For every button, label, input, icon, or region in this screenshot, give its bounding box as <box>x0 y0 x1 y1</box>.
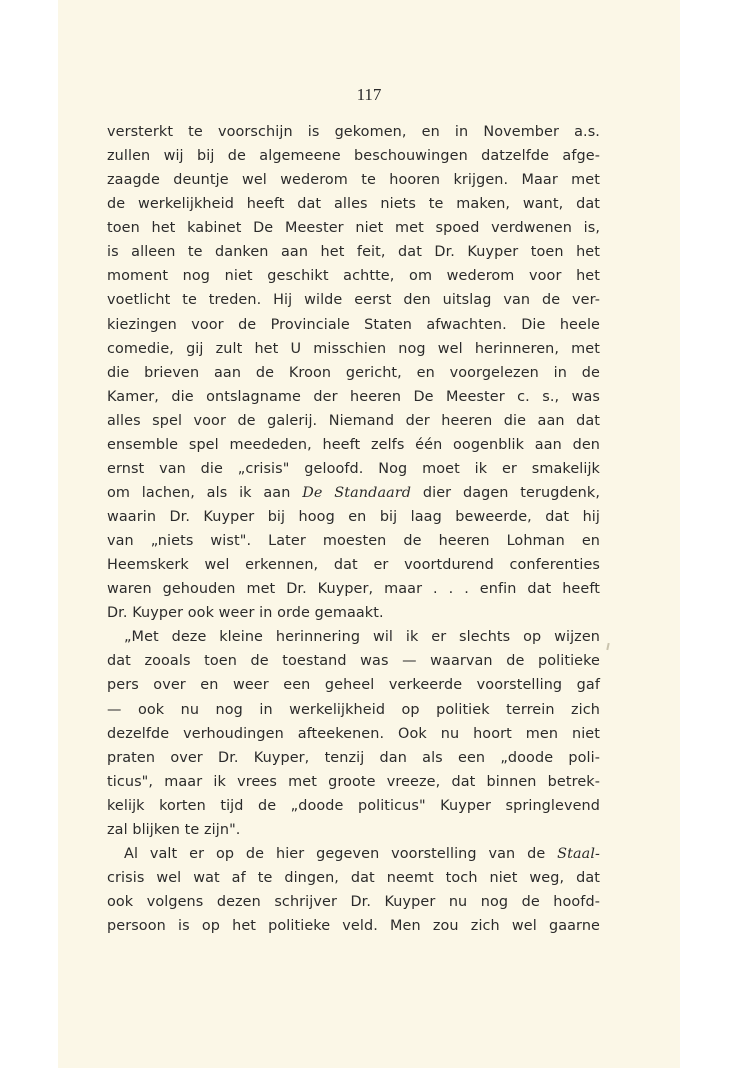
text-line: moment nog niet geschikt achtte, om wederom voor het <box>107 268 600 285</box>
text-line: waren gehouden met Dr. Kuyper, maar . . . enfin dat heeft <box>107 581 600 598</box>
text-line: Dr. Kuyper ook weer in orde gemaakt. <box>107 605 384 622</box>
text-line: toen het kabinet De Meester niet met spoed verdwenen is, <box>107 220 600 237</box>
text-line: Kamer, die ontslagname der heeren De Meester c. s., was <box>107 388 600 405</box>
body-text <box>107 120 600 938</box>
italic-word: Staal- <box>557 845 600 862</box>
text-line: — ook nu nog in werkelijkheid op politiek terrein zich <box>107 701 600 718</box>
text-line: zal blijken te zijn". <box>107 821 241 838</box>
text-line: persoon is op het politieke veld. Men zou zich wel gaarne <box>107 918 600 935</box>
text-line: pers over en weer een geheel verkeerde voorstelling gaf <box>107 677 600 694</box>
text-line: kiezingen voor de Provinciale Staten afwachten. Die heele <box>107 316 600 333</box>
text-line: om lachen, als ik aan De Standaard dier dagen terugdenk, <box>107 484 600 501</box>
text-line: de werkelijkheid heeft dat alles niets te maken, want, dat <box>107 196 600 213</box>
text-line: waarin Dr. Kuyper bij hoog en bij laag beweerde, dat hij <box>107 509 600 525</box>
text-line: „Met deze kleine herinnering wil ik er slechts op wijzen <box>124 629 600 646</box>
text-line: Heemskerk wel erkennen, dat er voortdurend conferenties <box>107 557 600 574</box>
italic-title: De Standaard <box>302 484 412 501</box>
text-line: ernst van die „crisis" geloofd. Nog moet ik er smakelijk <box>107 460 600 477</box>
book-page <box>58 0 680 1068</box>
text-line: crisis wel wat af te dingen, dat neemt toch niet weg, dat <box>107 869 600 886</box>
text-line: versterkt te voorschijn is gekomen, en in November a.s. <box>107 124 600 140</box>
text-line: zullen wij bij de algemeene beschouwingen datzelfde afge- <box>107 148 600 165</box>
text-line: dezelfde verhoudingen afteekenen. Ook nu hoort men niet <box>107 725 600 742</box>
text-line: comedie, gij zult het U misschien nog wel herinneren, met <box>107 340 600 357</box>
text-line: ensemble spel meededen, heeft zelfs één oogenblik aan den <box>107 436 600 453</box>
text-line: van „niets wist". Later moesten de heeren Lohman en <box>107 533 600 550</box>
page-number: 117 <box>356 85 382 104</box>
text-line: ook volgens dezen schrijver Dr. Kuyper nu nog de hoofd- <box>107 894 600 910</box>
text-line: zaagde deuntje wel wederom te hooren krijgen. Maar met <box>107 172 600 189</box>
text-line: Al valt er op de hier gegeven voorstelling van de Staal- <box>124 845 600 862</box>
text-line: die brieven aan de Kroon gericht, en voorgelezen in de <box>107 364 600 381</box>
text-line: ticus", maar ik vrees met groote vreeze, dat binnen betrek- <box>107 773 600 790</box>
text-line: alles spel voor de galerij. Niemand der heeren die aan dat <box>107 412 600 429</box>
text-line: voetlicht te treden. Hij wilde eerst den uitslag van de ver- <box>107 292 600 309</box>
text-line: dat zooals toen de toestand was — waarvan de politieke <box>107 653 600 670</box>
text-line: praten over Dr. Kuyper, tenzij dan als een „doode poli- <box>107 749 600 766</box>
text-line: kelijk korten tijd de „doode politicus" Kuyper springlevend <box>107 797 600 814</box>
margin-mark <box>606 643 609 650</box>
text-line: is alleen te danken aan het feit, dat Dr. Kuyper toen het <box>107 244 600 261</box>
